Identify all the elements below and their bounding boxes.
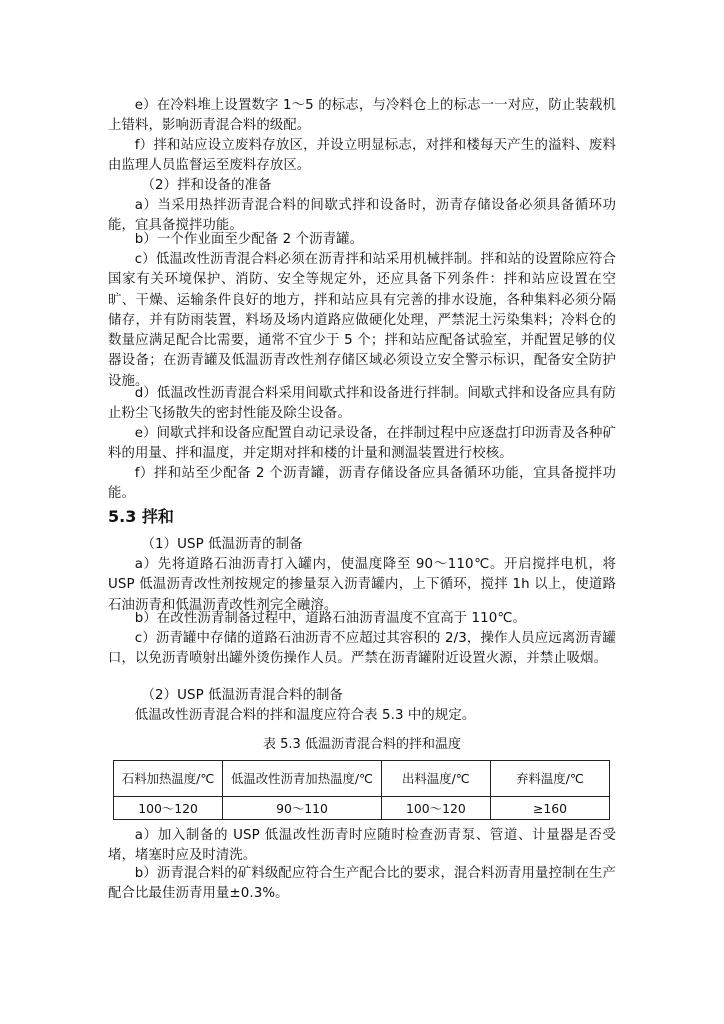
paragraph-mixing-temperature-intro: 低温改性沥青混合料的拌和温度应符合表 5.3 中的规定。 [134, 708, 476, 723]
paragraph-e-cold-material-signs: e）在冷料堆上设置数字 1～5 的标志，与冷料仓上的标志一一对应，防止装载机上错料，影响沥青混合料的级配。 [108, 98, 616, 134]
table-header-cell: 低温改性沥青加热温度/℃ [223, 761, 382, 797]
table-header-row [114, 761, 610, 797]
subheading-usp-asphalt-prep: （1）USP 低温沥青的制备 [141, 537, 303, 552]
paragraph-f-station-tanks: f）拌和站至少配备 2 个沥青罐，沥青存储设备应具备循环功能，宜具备搅拌功能。 [108, 466, 616, 502]
paragraph-f-waste-area: f）拌和站应设立废料存放区，并设立明显标志，对拌和楼每天产生的溢料、废料由监理人员监督运至废料存放区。 [108, 138, 616, 174]
paragraph-b-gradation: b）沥青混合料的矿料级配应符合生产配合比的要求，混合料沥青用量控制在生产配合比最佳沥青用量±0.3%。 [108, 866, 616, 902]
table-cell: 90～110 [223, 797, 382, 820]
table-header-cell: 石料加热温度/℃ [114, 761, 223, 797]
paragraph-c-tank-safety: c）沥青罐中存储的道路石油沥青不应超过其容积的 2/3，操作人员应远离沥青罐口，以免沥青喷射出罐外烫伤操作人员。严禁在沥青罐附近设置火源，并禁止吸烟。 [108, 631, 616, 667]
section-heading-5-3: 5.3 拌和 [108, 507, 174, 526]
paragraph-d-batch-mixing: d）低温改性沥青混合料采用间歇式拌和设备进行拌制。间歇式拌和设备应具有防止粉尘飞扬散失的密封性能及除尘设备。 [108, 386, 616, 422]
table-cell: 100～120 [114, 797, 223, 820]
paragraph-a-storage-equipment: a）当采用热拌沥青混合料的间歇式拌和设备时，沥青存储设备必须具备循环功能，宜具备搅拌功能。 [108, 198, 616, 234]
paragraph-b-asphalt-tanks: b）一个作业面至少配备 2 个沥青罐。 [134, 232, 364, 247]
subheading-mixing-equipment: （2）拌和设备的准备 [141, 178, 272, 193]
paragraph-b-temperature-limit: b）在改性沥青制备过程中，道路石油沥青温度不宜高于 110℃。 [134, 611, 527, 626]
table-header-cell: 出料温度/℃ [381, 761, 490, 797]
table-caption: 表 5.3 低温沥青混合料的拌和温度 [263, 737, 461, 752]
mixing-temperature-table [113, 760, 610, 820]
table-cell: 100～120 [381, 797, 490, 820]
paragraph-e-auto-recording: e）间歇式拌和设备应配置自动记录设备，在拌制过程中应逐盘打印沥青及各种矿料的用量、拌和温度，并定期对拌和楼的计量和测温装置进行校核。 [108, 426, 616, 462]
subheading-usp-mixture-prep: （2）USP 低温沥青混合料的制备 [141, 688, 344, 703]
paragraph-c-mixing-station: c）低温改性沥青混合料必须在沥青拌和站采用机械拌制。拌和站的设置除应符合国家有关环境保护、消防、安全等规定外，还应具备下列条件：拌和站应设置在空旷、干燥、运输条件良好的地方，拌和站应具有完善的排水设施，各种集料必须分隔储存，并有防雨装置，料场及场内道路应做硬化处理，严禁泥土污染集料；冷料仓的数量应满足配合比需要，通常不宜少于 5 个；拌和站应配备试验室，并配置足够的仪器设备；在沥青罐及低温沥青改性剂存储区域必须设立安全警示标识，配备安全防护设施。 [108, 252, 616, 389]
table-cell: ≥160 [490, 797, 609, 820]
paragraph-a-pump-inspection: a）加入制备的 USP 低温改性沥青时应随时检查沥青泵、管道、计量器是否受堵，堵塞时应及时清洗。 [108, 828, 616, 864]
table-header-cell: 弃料温度/℃ [490, 761, 609, 797]
paragraph-a-pump-asphalt: a）先将道路石油沥青打入罐内，使温度降至 90～110℃。开启搅拌电机，将 USP 低温沥青改性剂按规定的掺量泵入沥青罐内，上下循环，搅拌 1h 以上，使道路石油沥青和低温沥青改性剂完全融溶。 [108, 557, 616, 613]
table-row [114, 797, 610, 820]
